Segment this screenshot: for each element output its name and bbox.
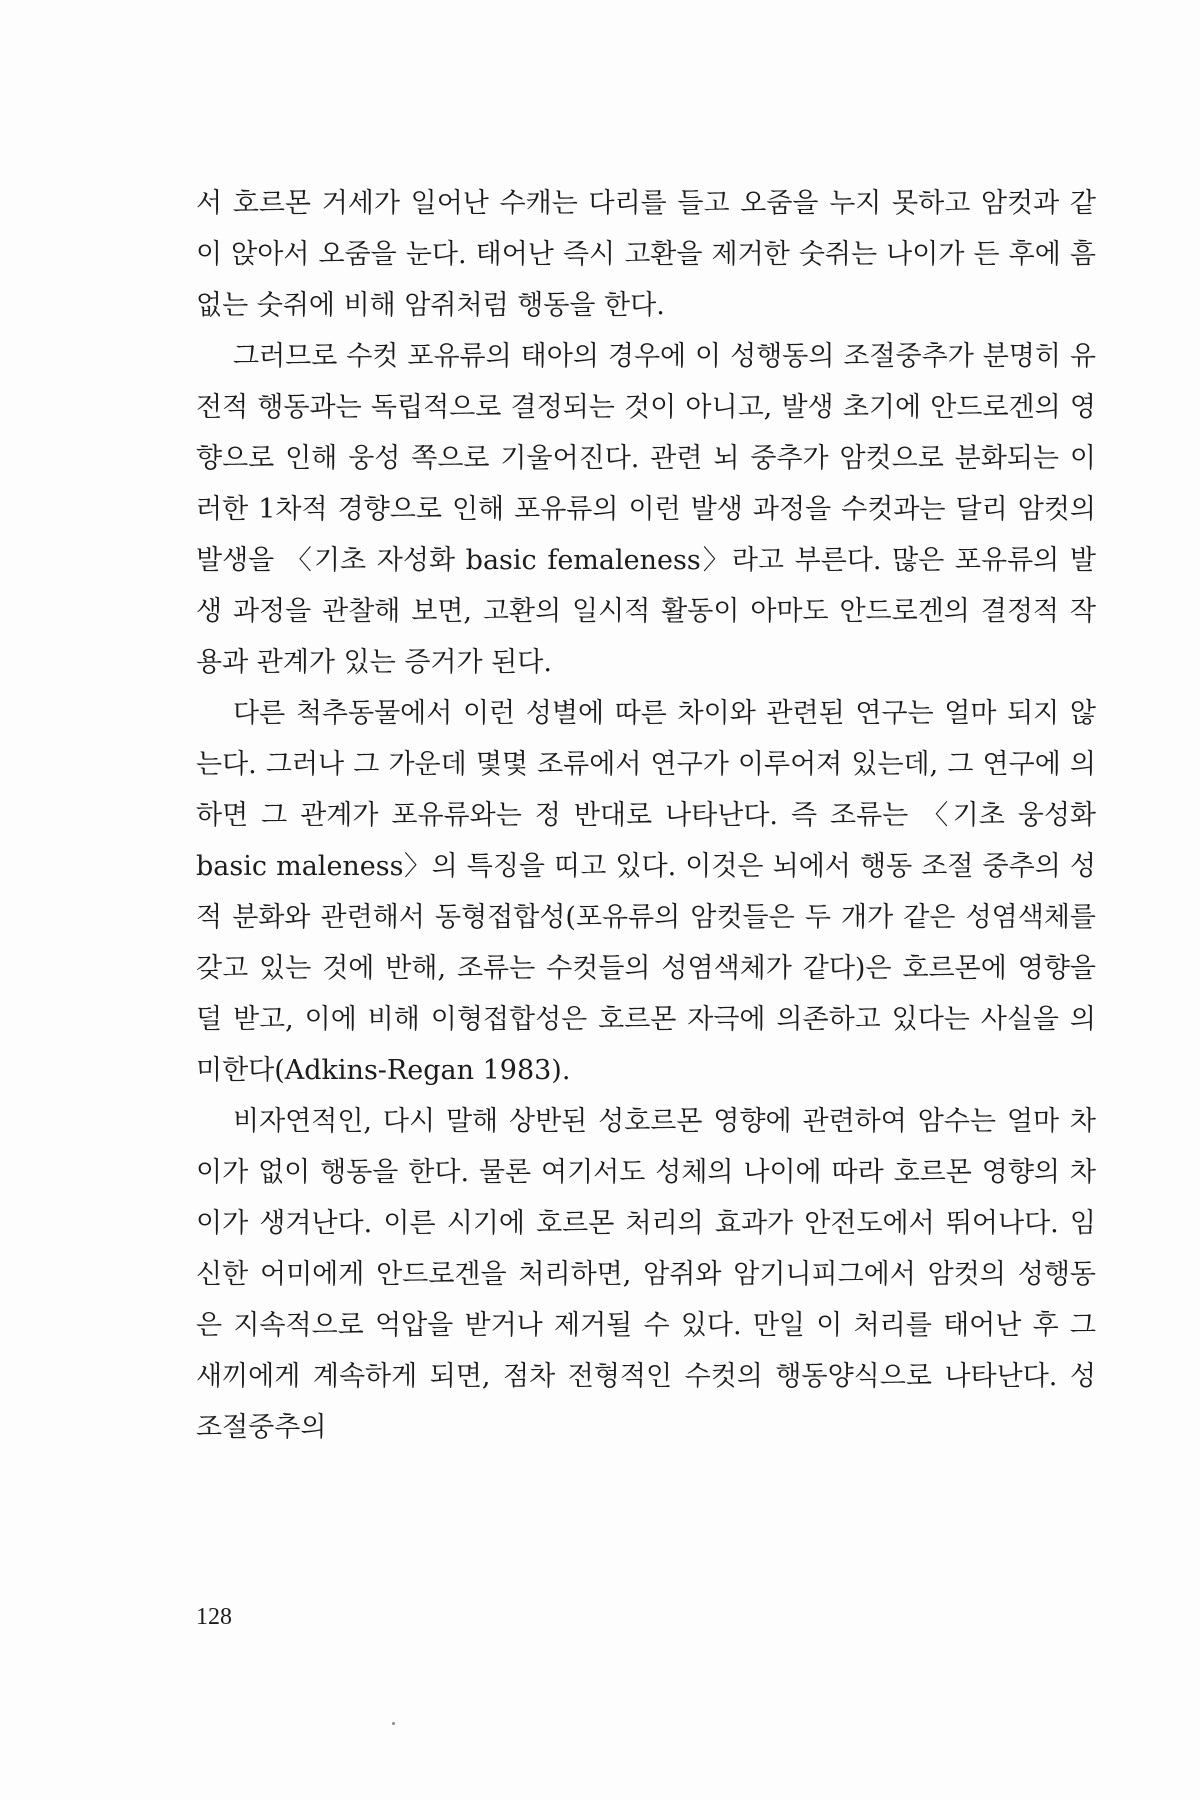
- scan-speck: [392, 1722, 395, 1725]
- paragraph-2: 그러므로 수컷 포유류의 태아의 경우에 이 성행동의 조절중추가 분명히 유전적 행동과는 독립적으로 결정되는 것이 아니고, 발생 초기에 안드로겐의 영향으로 인해 웅성 쪽으로 기울어진다. 관련 뇌 중추가 암컷으로 분화되는 이러한 1차적 경향으로 인해 포유류의 이런 발생 과정을 수컷과는 달리 암컷의 발생을 〈기초 자성화 basic femaleness〉라고 부른다. 많은 포유류의 발생 과정을 관찰해 보면, 고환의 일시적 활동이 아마도 안드로겐의 결정적 작용과 관계가 있는 증거가 된다.: [196, 341, 1096, 678]
- paragraph-1: 서 호르몬 거세가 일어난 수캐는 다리를 들고 오줌을 누지 못하고 암컷과 같이 앉아서 오줌을 눈다. 태어난 즉시 고환을 제거한 숫쥐는 나이가 든 후에 흠없는 숫쥐에 비해 암쥐처럼 행동을 한다.: [196, 188, 1096, 321]
- paragraph-4: 비자연적인, 다시 말해 상반된 성호르몬 영향에 관련하여 암수는 얼마 차이가 없이 행동을 한다. 물론 여기서도 성체의 나이에 따라 호르몬 영향의 차이가 생겨난다. 이른 시기에 호르몬 처리의 효과가 안전도에서 뛰어나다. 임신한 어미에게 안드로겐을 처리하면, 암쥐와 암기니피그에서 암컷의 성행동은 지속적으로 억압을 받거나 제거될 수 있다. 만일 이 처리를 태어난 후 그 새끼에게 계속하게 되면, 점차 전형적인 수컷의 행동양식으로 나타난다. 성 조절중추의: [196, 1106, 1096, 1443]
- body-text: [196, 178, 1096, 1453]
- paragraph-3: 다른 척추동물에서 이런 성별에 따른 차이와 관련된 연구는 얼마 되지 않는다. 그러나 그 가운데 몇몇 조류에서 연구가 이루어져 있는데, 그 연구에 의하면 그 관계가 포유류와는 정 반대로 나타난다. 즉 조류는 〈기초 웅성화 basic maleness〉의 특징을 띠고 있다. 이것은 뇌에서 행동 조절 중추의 성적 분화와 관련해서 동형접합성(포유류의 암컷들은 두 개가 같은 성염색체를 갖고 있는 것에 반해, 조류는 수컷들의 성염색체가 같다)은 호르몬에 영향을 덜 받고, 이에 비해 이형접합성은 호르몬 자극에 의존하고 있다는 사실을 의미한다(Adkins-Regan 1983).: [196, 698, 1096, 1086]
- page-number: 128: [196, 1604, 232, 1630]
